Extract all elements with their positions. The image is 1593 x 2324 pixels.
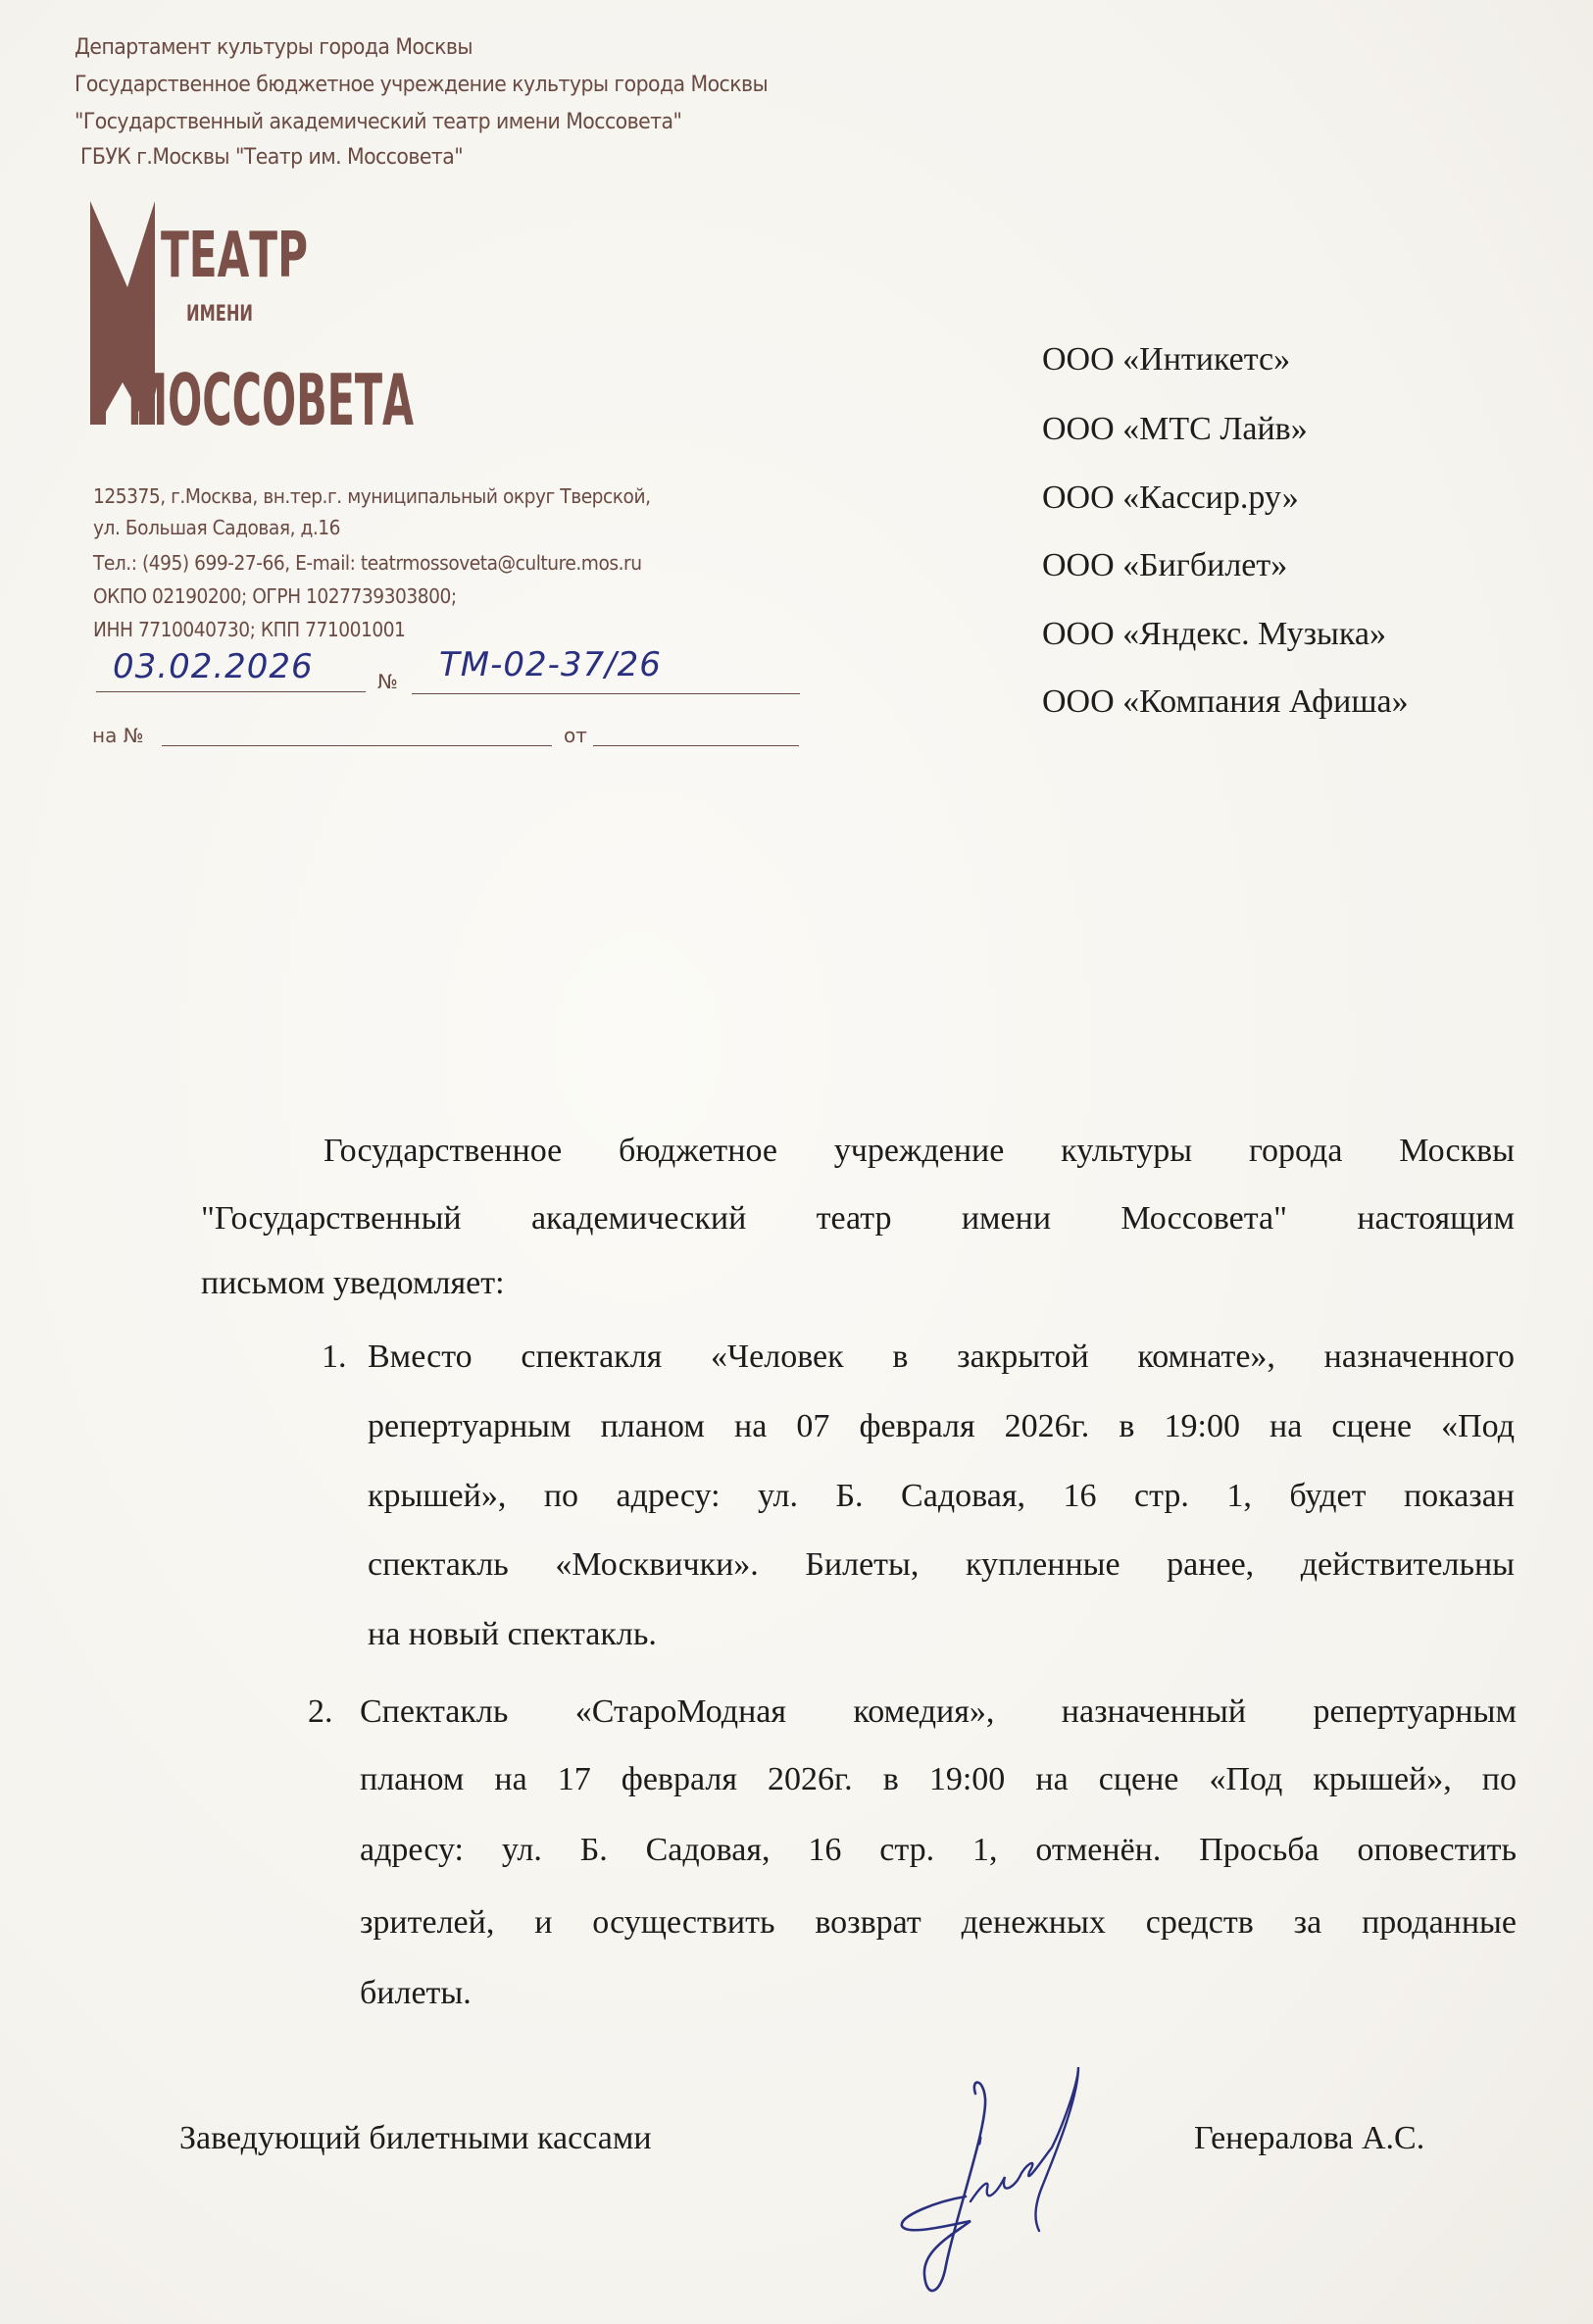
- letterhead-line: Государственное бюджетное учреждение культуры города Москвы: [75, 73, 769, 97]
- list-item-number: 1.: [322, 1339, 347, 1375]
- intro-line: "Государственный академический театр имени Моссовета" настоящим: [201, 1200, 1515, 1237]
- list-item-line: репертуарным планом на 07 февраля 2026г. в 19:00 на сцене «Под: [368, 1408, 1515, 1444]
- list-item-number: 2.: [308, 1693, 333, 1730]
- recipient: ООО «Кассир.ру»: [1042, 480, 1299, 516]
- signatory-name: Генералова А.С.: [1194, 2120, 1425, 2156]
- reply-date-underline: [593, 745, 799, 746]
- from-label: от: [564, 724, 587, 747]
- outgoing-number: ТМ-02-37/26: [439, 645, 662, 684]
- list-item-line: Вместо спектакля «Человек в закрытой комнате», назначенного: [368, 1339, 1515, 1375]
- list-item-line: Спектакль «СтароМодная комедия», назначенный репертуарным: [360, 1693, 1517, 1730]
- registry-line: ИНН 7710040730; КПП 771001001: [93, 618, 406, 641]
- handwritten-signature: [877, 2040, 1103, 2324]
- contact-line: Тел.: (495) 699-27-66, E-mail: teatrmossoveta@culture.mos.ru: [93, 551, 642, 575]
- theatre-logo: [88, 201, 422, 441]
- intro-line: Государственное бюджетное учреждение культуры города Москвы: [324, 1133, 1515, 1169]
- list-item-line: зрителей, и осуществить возврат денежных средств за проданные: [360, 1904, 1517, 1941]
- list-item-line: планом на 17 февраля 2026г. в 19:00 на сцене «Под крышей», по: [360, 1761, 1517, 1797]
- logo-text-imeni: ИМЕНИ: [186, 302, 253, 327]
- logo-text-mossoveta: МОССОВЕТА: [127, 359, 415, 441]
- recipient: ООО «Компания Афиша»: [1042, 683, 1409, 720]
- number-label: №: [377, 670, 398, 693]
- recipient: ООО «МТС Лайв»: [1042, 411, 1308, 447]
- letterhead-line: ГБУК г.Москвы "Театр им. Моссовета": [80, 145, 464, 170]
- intro-line: письмом уведомляет:: [201, 1265, 505, 1301]
- letterhead-line: Департамент культуры города Москвы: [75, 35, 473, 60]
- list-item-line: крышей», по адресу: ул. Б. Садовая, 16 стр. 1, будет показан: [368, 1478, 1515, 1514]
- number-underline: [412, 693, 800, 694]
- recipient: ООО «Интикетс»: [1042, 341, 1291, 378]
- recipient: ООО «Бигбилет»: [1042, 547, 1288, 583]
- signatory-position: Заведующий билетными кассами: [179, 2120, 652, 2156]
- registry-line: ОКПО 02190200; ОГРН 1027739303800;: [93, 584, 457, 608]
- list-item-line: адресу: ул. Б. Садовая, 16 стр. 1, отменён. Просьба оповестить: [360, 1832, 1517, 1868]
- address-line: 125375, г.Москва, вн.тер.г. муниципальный округ Тверской,: [93, 484, 651, 508]
- date-underline: [96, 691, 366, 692]
- list-item-line: на новый спектакль.: [368, 1616, 657, 1652]
- reply-number-underline: [162, 745, 552, 746]
- letterhead-line: "Государственный академический театр имени Моссовета": [75, 110, 682, 134]
- logo-text-teatr: ТЕАТР: [161, 220, 308, 292]
- list-item-line: спектакль «Москвички». Билеты, купленные ранее, действительны: [368, 1546, 1515, 1583]
- address-line: ул. Большая Садовая, д.16: [93, 516, 341, 539]
- list-item-line: билеты.: [360, 1975, 472, 2011]
- reply-to-label: на №: [92, 724, 144, 747]
- recipient: ООО «Яндекс. Музыка»: [1042, 616, 1386, 652]
- outgoing-date: 03.02.2026: [113, 647, 314, 686]
